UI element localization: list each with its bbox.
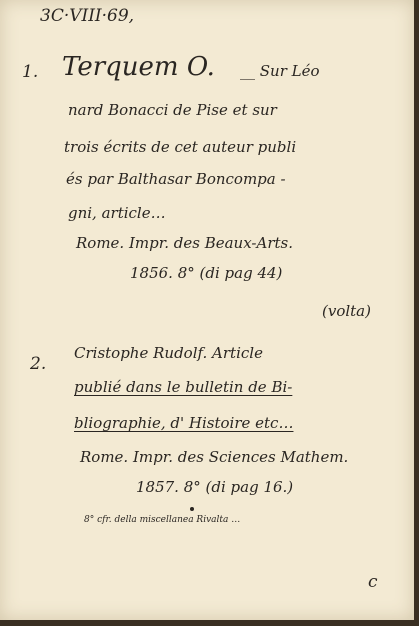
entry-2-line-4: Rome. Impr. des Sciences Mathem. bbox=[80, 448, 349, 466]
entry-1-volta: (volta) bbox=[322, 302, 371, 320]
entry-2-number: 2. bbox=[30, 354, 47, 374]
entry-2-line-2: publié dans le bulletin de Bi- bbox=[74, 378, 293, 396]
entry-1-line-5: gni, article… bbox=[68, 204, 166, 222]
entry-2-note: 8° cfr. della miscellanea Rivalta … bbox=[84, 515, 241, 525]
entry-2-line-5: 1857. 8° (di pag 16.) bbox=[136, 478, 294, 496]
entry-1-line-3: trois écrits de cet auteur publi bbox=[64, 138, 297, 156]
scan-edge-right bbox=[414, 0, 419, 626]
shelfmark: 3C·VIII·69, bbox=[40, 6, 135, 26]
scan-edge-bottom bbox=[0, 620, 419, 626]
entry-1-line-2: nard Bonacci de Pise et sur bbox=[68, 101, 277, 119]
entry-1-line-7: 1856. 8° (di pag 44) bbox=[130, 264, 283, 282]
entry-1-number: 1. bbox=[22, 62, 39, 82]
entry-1-author: Terquem O. bbox=[62, 52, 215, 82]
entry-1-line-1: __ Sur Léo bbox=[240, 62, 320, 80]
entry-2-line-1: Cristophe Rudolf. Article bbox=[74, 344, 263, 362]
entry-1-line-6: Rome. Impr. des Beaux-Arts. bbox=[76, 234, 293, 252]
ink-dot bbox=[190, 507, 194, 511]
entry-1-line-4: és par Balthasar Boncompa - bbox=[66, 170, 286, 188]
entry-2-line-3: bliographie, d' Histoire etc… bbox=[74, 414, 294, 432]
corner-mark: c bbox=[368, 572, 378, 592]
